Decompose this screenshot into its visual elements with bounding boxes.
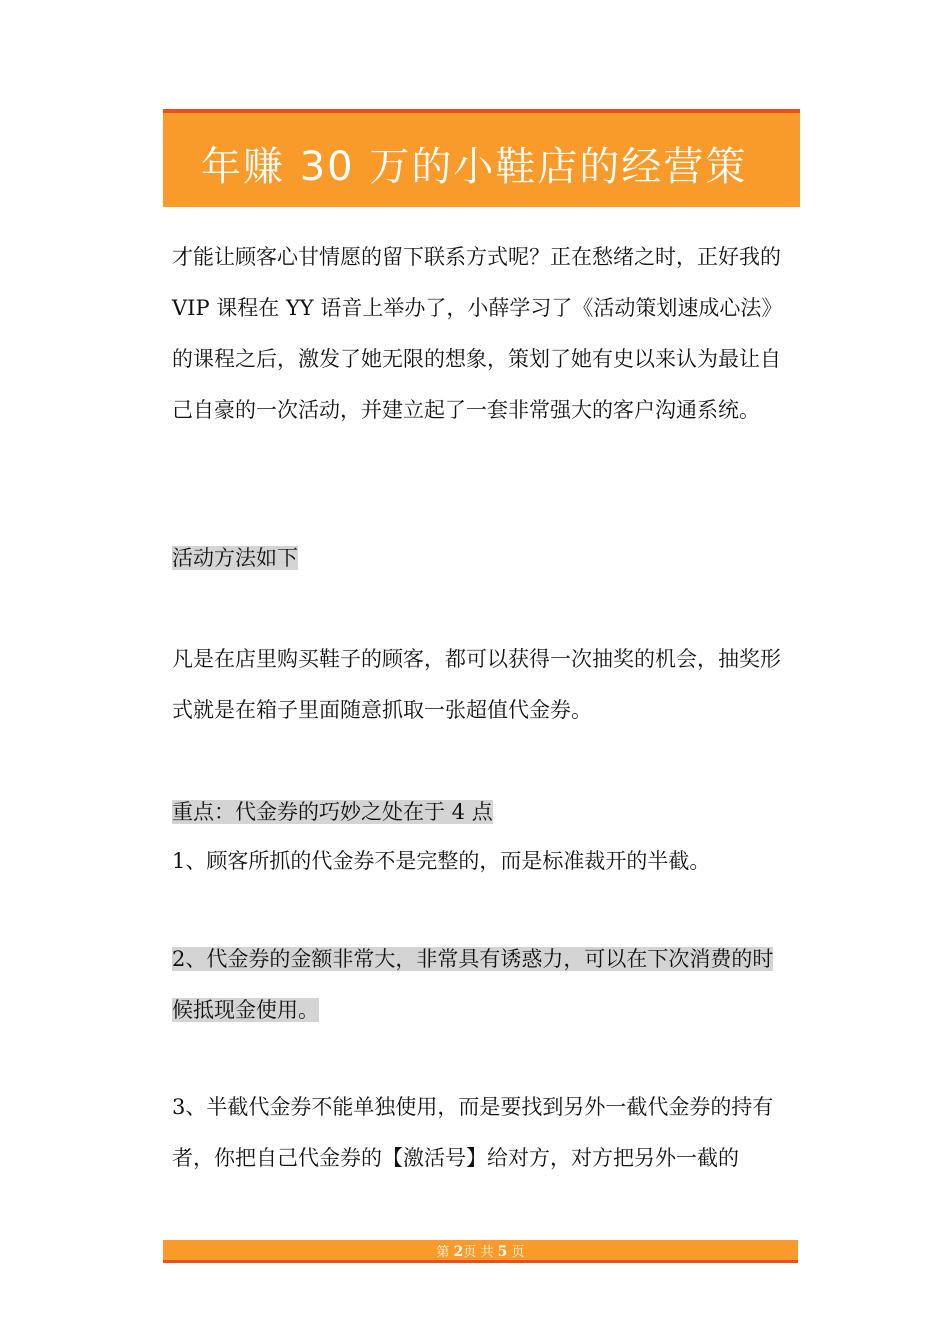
current-page: 2: [453, 1244, 464, 1260]
document-title: 年赚 30 万的小鞋店的经营策: [201, 144, 748, 190]
highlighted-text: 2、代金券的金额非常大，非常具有诱惑力，可以在下次消费的时候抵现金使用。: [172, 947, 774, 1022]
section-heading-method: [172, 533, 792, 584]
page-prefix: 第: [436, 1245, 450, 1260]
header-banner: [163, 109, 800, 207]
section-heading-key-points: [172, 787, 792, 838]
highlighted-text: 重点：代金券的巧妙之处在于 4 点: [172, 800, 493, 824]
list-item-2: [172, 934, 792, 1036]
page-middle: 页 共: [463, 1245, 494, 1260]
page-suffix: 页: [511, 1245, 525, 1260]
paragraph-method: 凡是在店里购买鞋子的顾客，都可以获得一次抽奖的机会，抽奖形式就是在箱子里面随意抓取一张超值代金券。: [172, 647, 781, 722]
total-pages: 5: [497, 1244, 508, 1260]
page-number: [163, 1241, 798, 1260]
footer-banner: [163, 1240, 798, 1263]
list-item-1: 1、顾客所抓的代金券不是完整的，而是标准裁开的半截。: [172, 849, 711, 873]
list-item-3: 3、半截代金券不能单独使用，而是要找到另外一截代金券的持有者，你把自己代金券的【激活号】给对方，对方把另外一截的: [172, 1095, 774, 1170]
highlighted-text: 活动方法如下: [172, 546, 298, 570]
paragraph-intro: 才能让顾客心甘情愿的留下联系方式呢？正在愁绪之时，正好我的 VIP 课程在 YY 语音上举办了，小薛学习了《活动策划速成心法》的课程之后，激发了她无限的想象，策划了她有史以来认为最让自己自豪的一次活动，并建立起了一套非常强大的客户沟通系统。: [172, 245, 783, 422]
